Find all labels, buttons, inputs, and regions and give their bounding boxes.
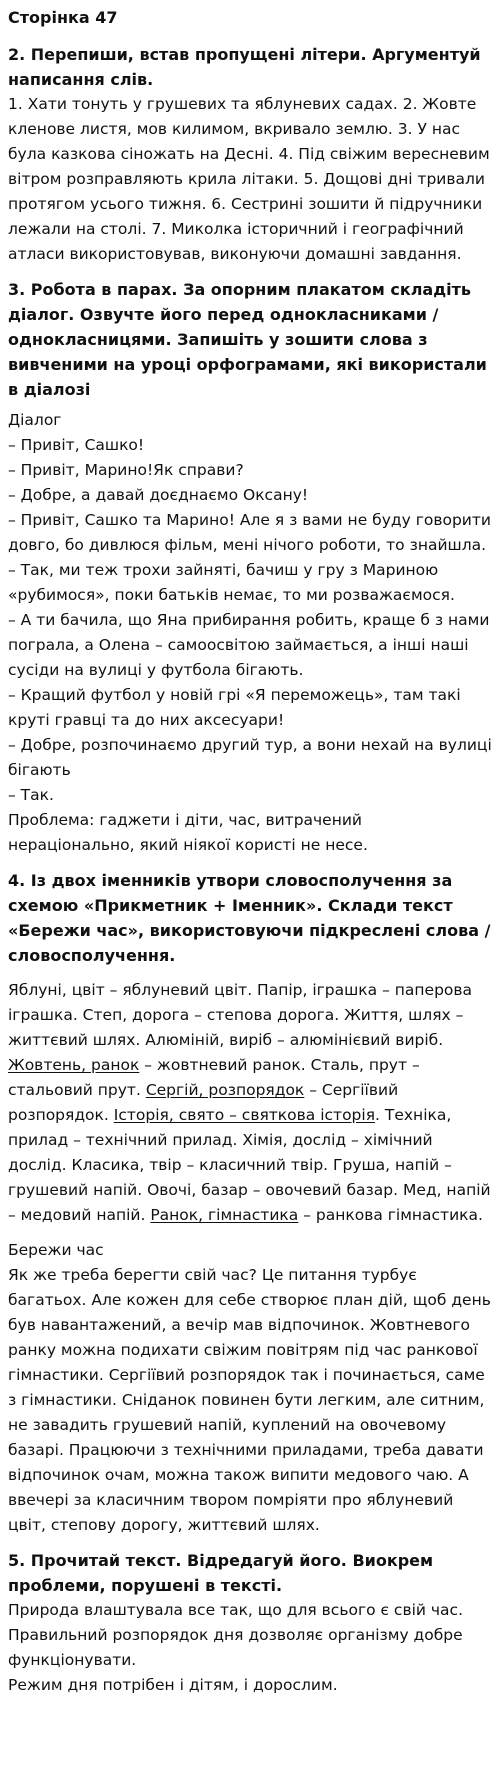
pairs-text: – Сергіївий розпорядок. <box>8 1081 399 1124</box>
dialog-line: – Кращий футбол у новій грі «Я переможець», там такі круті гравці та до них аксесуари! <box>8 686 461 729</box>
essay-heading: Бережи час <box>8 1241 104 1259</box>
dialog-line: – Так. <box>8 786 54 804</box>
dialog-line: – Так, ми теж трохи зайняті, бачиш у гру з Мариною «рубимося», поки батьків немає, то ми розважаємося. <box>8 561 455 604</box>
pairs-text: Яблуні, цвіт – яблуневий цвіт. Папір, іграшка – паперова іграшка. Степ, дорога – степова дорога. Життя, шлях – життєвий шлях. Алюміній, виріб – алюмінієвий виріб. <box>8 981 473 1049</box>
task-5-title: 5. Прочитай текст. Відредагуй його. Виокрем проблеми, порушені в тексті. <box>8 1551 434 1595</box>
text-line: Природа влаштувала все так, що для всього є свій час. <box>8 1601 464 1619</box>
pairs-text: – жовтневий ранок. Сталь, прут – стальовий прут. <box>8 1056 420 1099</box>
task-3 <box>8 277 492 858</box>
task-2-title: 2. Перепиши, встав пропущені літери. Аргументуй написання слів. <box>8 45 481 89</box>
text-line: Правильний розпорядок дня дозволяє організму добре функціонувати. <box>8 1626 463 1669</box>
underlined-pair: Жовтень, ранок <box>8 1056 140 1074</box>
dialog-line: – Добре, розпочинаємо другий тур, а вони нехай на вулиці бігають <box>8 736 492 779</box>
pairs-text: . Техніка, прилад – технічний прилад. Хімія, дослід – хімічний дослід. Класика, твір – класичний твір. Груша, напій – грушевий напій. Овочі, базар – овочевий базар. Мед, напій – медовий напій. <box>8 1106 491 1224</box>
underlined-pair: Ранок, гімнастика <box>150 1206 299 1224</box>
problem-statement: Проблема: гаджети і діти, час, витрачений нераціонально, який ніякої користі не несе. <box>8 811 368 854</box>
task-4-title: 4. Із двох іменників утвори словосполучення за схемою «Прикметник + Іменник». Склади текст «Бережи час», використовуючи підкреслені слова / словосполучення. <box>8 871 491 965</box>
dialog-heading: Діалог <box>8 411 62 429</box>
task-3-title: 3. Робота в парах. За опорним плакатом складіть діалог. Озвучте його перед однокласниками / однокласницями. Запишіть у зошити слова з вивченими на уроці орфограмами, які використали в діалозі <box>8 280 487 399</box>
pairs-text: – ранкова гімнастика. <box>298 1206 483 1224</box>
underlined-pair: Сергій, розпорядок <box>145 1081 305 1099</box>
dialog-line: – Привіт, Сашко та Марино! Але я з вами не буду говорити довго, бо дивлюся фільм, мені нічого роботи, то знайшла. <box>8 511 491 554</box>
task-2-text: 1. Хати тонуть у грушевих та яблуневих садах. 2. Жовте кленове листя, мов килимом, вкривало землю. 3. У нас була казкова сіножать на Десні. 4. Під свіжим вересневим вітром розправляють крила літаки. 5. Дощові дні тривали протягом усього тижня. 6. Сестрині зошити й підручники лежали на столі. 7. Миколка історичний і географічний атласи використовував, виконуючи домашні завдання. <box>8 95 490 263</box>
task-4 <box>8 868 492 1538</box>
page-number: Сторінка 47 <box>8 8 118 27</box>
text-line: Режим дня потрібен і дітям, і дорослим. <box>8 1676 338 1694</box>
dialog-line: – Привіт, Сашко! <box>8 436 145 454</box>
dialog-line: – Привіт, Марино!Як справи? <box>8 461 244 479</box>
dialog-line: – Добре, а давай доєднаємо Оксану! <box>8 486 309 504</box>
task-5 <box>8 1548 492 1698</box>
task-2 <box>8 42 492 267</box>
essay-text: Як же треба берегти свій час? Це питання турбує багатьох. Але кожен для себе створює план дій, щоб день був навантажений, а вечір мав відпочинок. Жовтневого ранку можна подихати свіжим повітрям під час ранкової гімнастики. Сергіївий розпорядок так і починається, саме з гімнастики. Сніданок повинен бути легким, але ситним, не завадить грушевий напій, куплений на овочевому базарі. Працюючи з технічними приладами, треба давати відпочинок очам, можна також випити медового чаю. А ввечері за класичним твором помріяти про яблуневий цвіт, степову дорогу, життєвий шлях. <box>8 1266 491 1534</box>
underlined-pair: Історія, свято – святкова історія <box>113 1106 376 1124</box>
dialog-line: – А ти бачила, що Яна прибирання робить, краще б з нами пограла, а Олена – самоосвітою займається, а інші наші сусіди на вулиці у футбола бігають. <box>8 611 490 679</box>
word-pairs <box>8 978 492 1228</box>
